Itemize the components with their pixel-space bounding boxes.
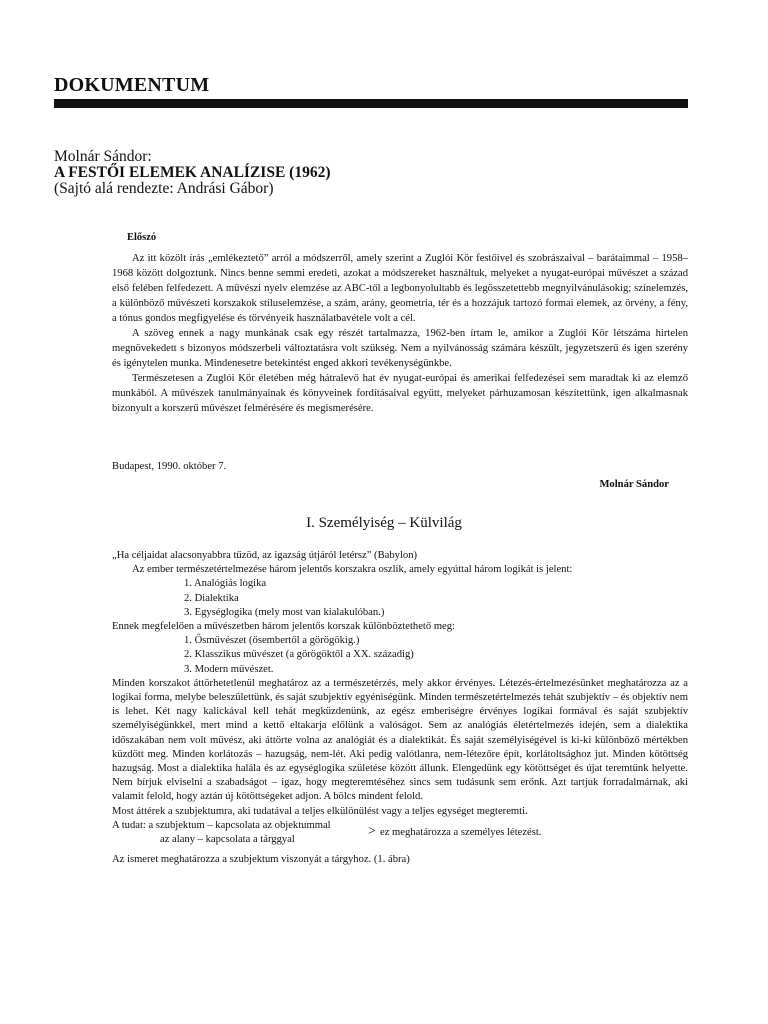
section-kicker: DOKUMENTUM xyxy=(54,74,210,96)
tudat-result: ez meghatározza a személyes létezést. xyxy=(380,826,542,838)
list-item: 3. Modern művészet. xyxy=(184,663,274,675)
preface-paragraph: A szöveg ennek a nagy munkának csak egy részét tartalmazza, 1962-ben írtam le, amikor a Zuglói Kör létszáma hirtelen megnövekedett s bizonyos módszerbeli változtatásra volt szükség. Nem a nyilvánosság számára készült, jegyzetszerű és igen szerény és igénytelen munka. Mindenesetre betekintést enged akkori tevékenységünkbe. xyxy=(112,328,688,369)
list-item: 3. Egységlogika (mely most van kialakulóban.) xyxy=(184,606,385,618)
preface-heading: Előszó xyxy=(127,232,157,243)
body-line: Most áttérek a szubjektumra, aki tudatával a teljes elkülönülést vagy a teljes egységet megteremti. xyxy=(112,805,528,817)
tudat-line-2: az alany – kapcsolata a tárggyal xyxy=(160,833,295,845)
header-rule xyxy=(54,99,688,108)
tudat-line-1: A tudat: a szubjektum – kapcsolata az objektummal xyxy=(112,819,331,831)
body-paragraph: Minden korszakot áttörhetetlenül meghatároz az a természetérzés, mely akkor érvényes. Létezés-értelmezésünket meghatározza az a logikai forma, melybe beleszülettünk, és saját szubjektív egyéniségünk. Minden természetértelmezés tehát szubjektív – és objektív nem is lehet. Két nagy kalickával kell tehát megküzdenünk, az egész emberiségre érvényes logikai formával és saját szubjektív személyiségünkkel, mert mind a kettő eltakarja előlünk a valóságot. Sem az analógiás életértelmezés idején, sem a dialektika időszakában nem volt művész, aki áttörte volna az analógiát és a dialektikát. És saját személyiségével is ki-ki különböző mértékben küzdött meg. Minden korlátozás – hazugság, nem-lét. Aki pedig valótlanra, nem-létezőre épít, korlátoltsághoz jut. Minden kötöttség hazugság. Most a dialektika halála és az egységlogika születése között állunk. Elengedünk egy kötöttséget és újat teremtünk helyette. Nem bírjuk elviselni a szabadságot – igaz, hogy megteremtéséhez sincs sem tudásunk sem erőnk. Azt tartjuk forradalmárnak, aki valamit felold, hogy aztán új kötöttségeket adjon. A bölcs mindent felold. xyxy=(112,677,688,803)
preface-paragraph: Az itt közölt írás „emlékeztető” arról a módszerről, amely szerint a Zuglói Kör festőivel és szobrászaival – barátaimmal – 1958–1968 között dolgoztunk. Nincs benne semmi eredeti, azokat a módszereket használtuk, melyeket a nyugat-európai művészet a század első felében felfedezett. A művészi nyelv elemzése az ABC-től a legbonyolultabb és legösszetettebb megnyilvánulásokig; színelemzés, a különböző művészeti korszakok stíluselemzése, a szám, arány, geometria, tér és a hozzájuk tartozó formai elemek, az örvény, a fény, a tónus gondos megfigyelése és törvényeik használatbavétele volt a cél. xyxy=(112,253,688,324)
intro-line: Ennek megfelelően a művészetben három jelentős korszak különböztethető meg: xyxy=(112,621,456,633)
article-title: A FESTŐI ELEMEK ANALÍZISE (1962) xyxy=(54,164,331,181)
editor-note: (Sajtó alá rendezte: Andrási Gábor) xyxy=(54,180,274,197)
merge-brace: > xyxy=(368,823,376,839)
preface-text xyxy=(112,251,688,416)
place-date: Budapest, 1990. október 7. xyxy=(112,461,227,472)
tudat-diagram xyxy=(112,819,688,853)
signature: Molnár Sándor xyxy=(599,479,669,490)
list-item: 1. Ősművészet (ősembertől a görögökig.) xyxy=(184,635,360,647)
preface-paragraph: Természetesen a Zuglói Kör életében még hátralevő hat év nyugat-európai és amerikai felfedezései sem maradtak ki az elemző munkából. A művészek tanulmányainak és könyveinek fordításaival együtt, melyeket párhuzamosan készítettünk, igen alkalmasnak bizonyult a korszerű művészet felmérésére és megismerésére. xyxy=(112,373,688,414)
body-line: Az ismeret meghatározza a szubjektum viszonyát a tárgyhoz. (1. ábra) xyxy=(112,853,410,865)
section-body xyxy=(112,549,688,867)
list-item: 2. Klasszikus művészet (a görögöktől a XX. századig) xyxy=(184,649,414,661)
intro-line: Az ember természetértelmezése három jelentős korszakra oszlik, amely egyúttal három logikát is jelent: xyxy=(132,564,573,576)
article-heading xyxy=(54,149,330,197)
section-title: I. Személyiség – Külvilág xyxy=(306,515,462,531)
motto: „Ha céljaidat alacsonyabbra tűzöd, az igazság útjáról letérsz” (Babylon) xyxy=(112,550,418,561)
list-item: 2. Dialektika xyxy=(184,592,239,604)
article-author: Molnár Sándor: xyxy=(54,148,152,165)
list-item: 1. Analógiás logika xyxy=(184,578,267,590)
